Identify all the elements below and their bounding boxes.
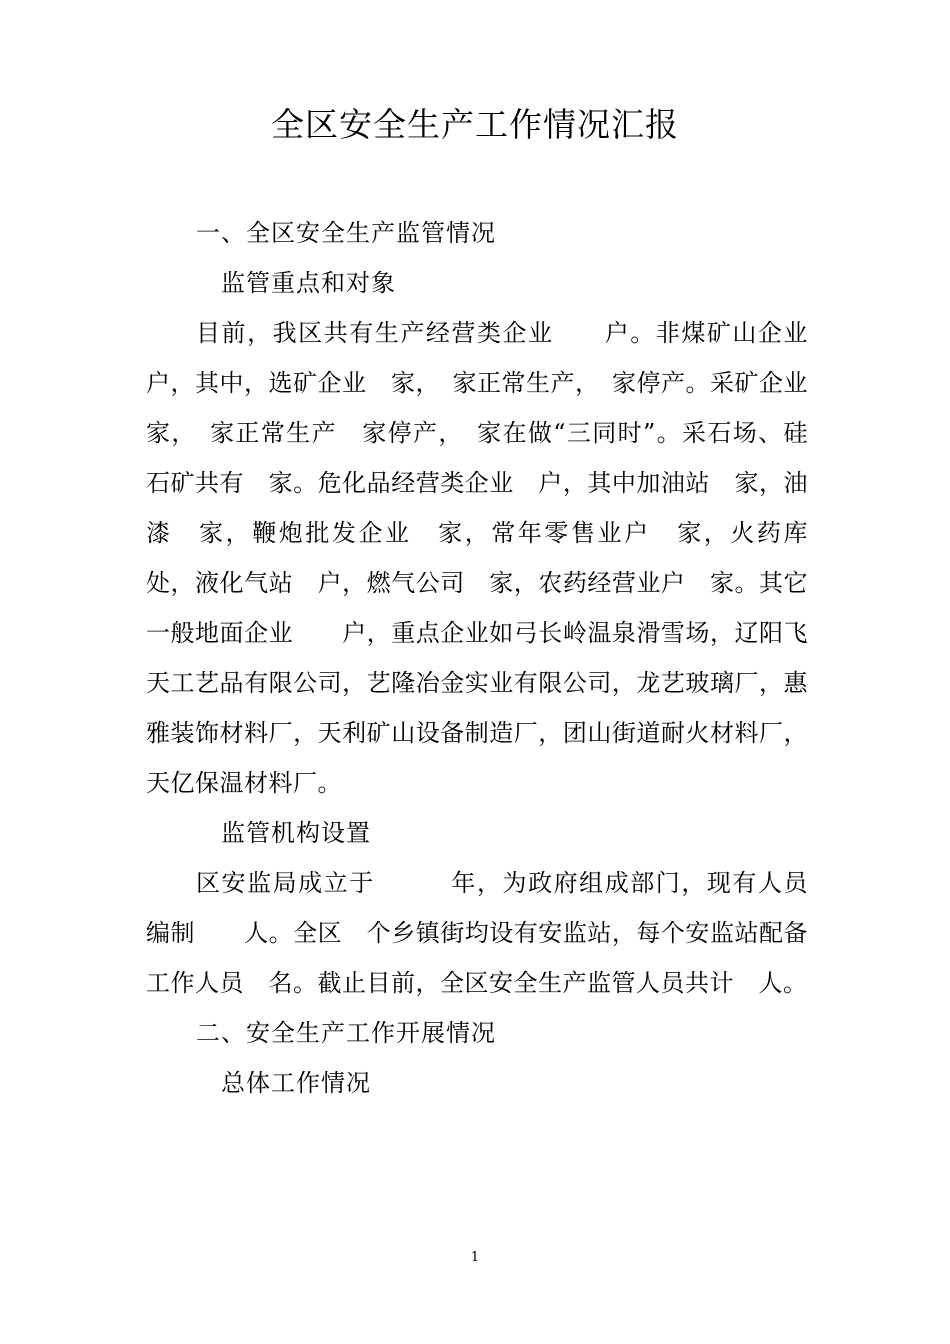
page-number: 1 bbox=[470, 1250, 480, 1265]
section-1-subheading-supervision-focus: 监管重点和对象 bbox=[221, 269, 396, 297]
section-1-subheading-institution: 监管机构设置 bbox=[221, 819, 371, 847]
section-2-heading: 二、安全生产工作开展情况 bbox=[196, 1019, 496, 1047]
document-body bbox=[146, 208, 833, 1108]
document-title: 全区安全生产工作情况汇报 bbox=[271, 105, 679, 144]
section-1-paragraph-institution: 区安监局成立于 年，为政府组成部门，现有人员编制 人。全区 个乡镇街均设有安监站，每个安监站配备工作人员 名。截止目前，全区安全生产监管人员共计 人。 bbox=[146, 869, 808, 997]
section-1-heading: 一、全区安全生产监管情况 bbox=[196, 219, 496, 247]
section-2-subheading-overall: 总体工作情况 bbox=[221, 1069, 371, 1097]
section-1-paragraph-enterprises: 目前，我区共有生产经营类企业 户。非煤矿山企业 户，其中，选矿企业 家， 家正常生产， 家停产。采矿企业 家， 家正常生产 家停产， 家在做“三同时”。采石场、硅石矿共有 家。危化品经营类企业 户，其中加油站 家，油漆 家，鞭炮批发企业 家，常年零售业户 家，火药库 处，液化气站 户，燃气公司 家，农药经营业户 家。其它一般地面企业 户，重点企业如弓长岭温泉滑雪场，辽阳飞天工艺品有限公司，艺隆冶金实业有限公司，龙艺玻璃厂，惠雅装饰材料厂，天利矿山设备制造厂，团山街道耐火材料厂，天亿保温材料厂。 bbox=[146, 319, 833, 797]
